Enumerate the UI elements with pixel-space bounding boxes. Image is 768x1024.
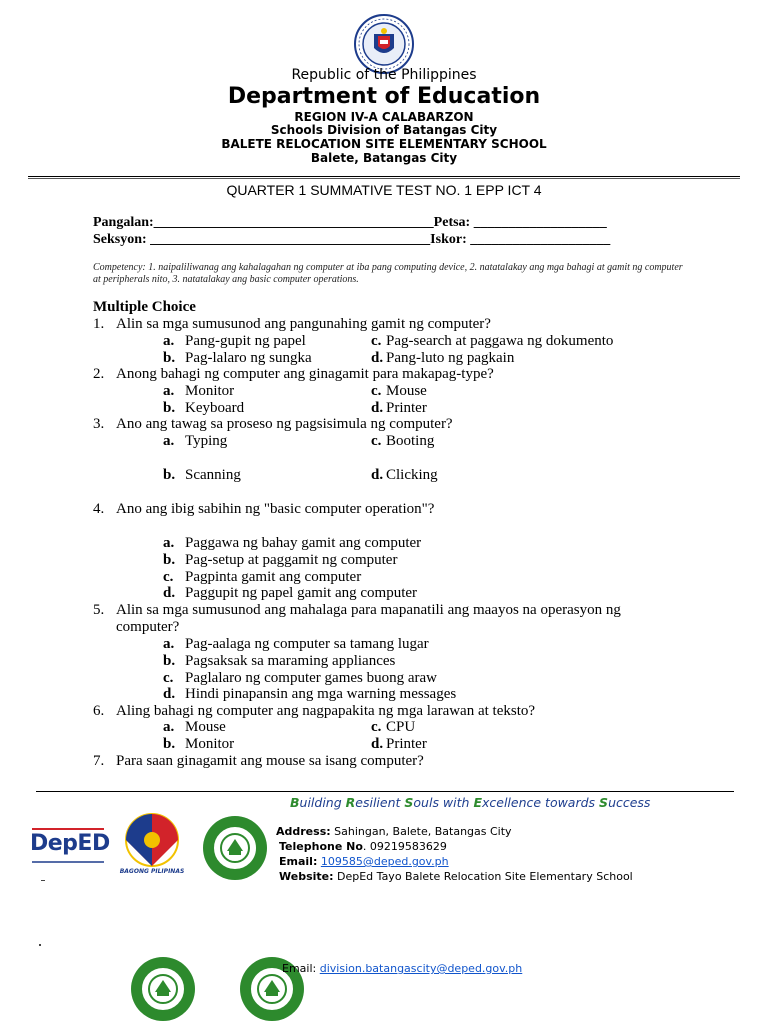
- motto-cap: R: [345, 795, 356, 810]
- email-link[interactable]: 109585@deped.gov.ph: [320, 855, 449, 868]
- option-1b[interactable]: b. Pag-lalaro ng sungka: [163, 350, 312, 366]
- option-4b[interactable]: b. Pag-setup at paggamit ng computer: [163, 552, 398, 568]
- deped-seal-icon: [350, 14, 418, 74]
- footer-telephone: Telephone No. 09219583629: [279, 840, 447, 853]
- option-6d[interactable]: d. Printer: [371, 736, 427, 752]
- footer-division-email: Email: division.batangascity@deped.gov.ph: [282, 962, 523, 975]
- division-text: Schools Division of Batangas City: [270, 123, 498, 137]
- option-3d[interactable]: d. Clicking: [371, 467, 438, 483]
- republic-text: Republic of the Philippines: [291, 67, 477, 83]
- option-3a[interactable]: a. Typing: [163, 433, 228, 449]
- option-5b[interactable]: b. Pagsaksak sa maraming appliances: [163, 653, 396, 669]
- header-divider-2: [28, 178, 740, 179]
- question-number: 5.: [93, 602, 105, 618]
- school-motto: Building Resilient Souls with Excellence towards Success: [290, 795, 651, 810]
- option-2c[interactable]: c. Mouse: [371, 383, 427, 399]
- bagong-pilipinas-logo-icon: [118, 812, 186, 870]
- option-1c[interactable]: c. Pag-search at paggawa ng dokumento: [371, 333, 614, 349]
- option-4d[interactable]: d. Paggupit ng papel gamit ang computer: [163, 585, 418, 601]
- header-divider: [28, 176, 740, 177]
- question-text: Ano ang tawag sa proseso ng pagsisimula ng computer?: [116, 416, 453, 432]
- question-number: 2.: [93, 366, 105, 382]
- question-5-continued: [116, 619, 179, 636]
- option-5a[interactable]: a. Pag-aalaga ng computer sa tamang lugar: [163, 636, 429, 652]
- option-2a[interactable]: a. Monitor: [163, 383, 235, 399]
- section-title: Multiple Choice: [93, 299, 196, 315]
- footer-divider: [36, 791, 734, 792]
- bagong-pilipinas-text: BAGONG PILIPINAS: [119, 868, 185, 875]
- motto-cap: S: [599, 795, 609, 810]
- option-2d[interactable]: d. Printer: [371, 400, 427, 416]
- option-6c[interactable]: c. CPU: [371, 719, 416, 735]
- question-text: computer?: [116, 619, 180, 635]
- question-text: Anong bahagi ng computer ang ginagamit para makapag-type?: [116, 366, 494, 382]
- option-4c[interactable]: c. Pagpinta gamit ang computer: [163, 569, 362, 585]
- option-6b[interactable]: b. Monitor: [163, 736, 235, 752]
- school-seal-icon: [200, 815, 270, 881]
- question-number: 1.: [93, 316, 105, 332]
- question-number: 3.: [93, 416, 105, 432]
- motto-cap: S: [404, 795, 414, 810]
- option-2b[interactable]: b. Keyboard: [163, 400, 245, 416]
- question-text: Alin sa mga sumusunod ang pangunahing gamit ng computer?: [116, 316, 491, 332]
- option-6a[interactable]: a. Mouse: [163, 719, 226, 735]
- option-5d[interactable]: d. Hindi pinapansin ang mga warning messages: [163, 686, 457, 702]
- option-3c[interactable]: c. Booting: [371, 433, 435, 449]
- division-email-link[interactable]: division.batangascity@deped.gov.ph: [319, 962, 523, 975]
- option-5c[interactable]: c. Paglalaro ng computer games buong araw: [163, 670, 438, 686]
- question-number: 6.: [93, 703, 105, 719]
- school-address: Balete, Batangas City: [310, 151, 458, 165]
- test-title: QUARTER 1 SUMMATIVE TEST NO. 1 EPP ICT 4: [226, 182, 542, 198]
- stray-mark: [39, 944, 41, 946]
- section-score-line: Seksyon: ________________________________________Iskor: ____________________: [93, 232, 611, 247]
- footer-email: Email: 109585@deped.gov.ph: [279, 855, 449, 868]
- stray-mark: [41, 880, 45, 881]
- footer-address: Address: Sahingan, Balete, Batangas City: [276, 825, 512, 838]
- competency-text: Competency: 1. naipaliliwanag ang kahalagahan ng computer at iba pang computing device, 2. natatalakay ang mga bahagi at gamit ng computer at peripherals nito, 3. natatalakay ang basic computer operations.: [93, 262, 683, 285]
- option-1a[interactable]: a. Pang-gupit ng papel: [163, 333, 306, 349]
- name-date-line: Pangalan:________________________________________Petsa: ___________________: [93, 215, 607, 230]
- question-text: Ano ang ibig sabihin ng "basic computer operation"?: [116, 501, 435, 517]
- question-text: Para saan ginagamit ang mouse sa isang computer?: [116, 753, 424, 769]
- deped-logo-text: DepED: [30, 831, 110, 856]
- school-name: BALETE RELOCATION SITE ELEMENTARY SCHOOL: [221, 137, 547, 151]
- question-number: 7.: [93, 753, 105, 769]
- motto-cap: B: [290, 795, 300, 810]
- option-3b[interactable]: b. Scanning: [163, 467, 241, 483]
- question-number: 4.: [93, 501, 105, 517]
- option-1d[interactable]: d. Pang-luto ng pagkain: [371, 350, 515, 366]
- motto-cap: E: [473, 795, 482, 810]
- school-seal-icon: [128, 956, 198, 1022]
- footer-website: Website: DepEd Tayo Balete Relocation Site Elementary School: [279, 870, 633, 883]
- question-text: Alin sa mga sumusunod ang mahalaga para mapanatili ang maayos na operasyon ng: [116, 602, 621, 618]
- department-title: Department of Education: [227, 84, 541, 109]
- deped-logo: [30, 826, 110, 866]
- option-4a[interactable]: a. Paggawa ng bahay gamit ang computer: [163, 535, 422, 551]
- question-text: Aling bahagi ng computer ang nagpapakita ng mga larawan at teksto?: [116, 703, 536, 719]
- region-text: REGION IV-A CALABARZON: [294, 110, 474, 124]
